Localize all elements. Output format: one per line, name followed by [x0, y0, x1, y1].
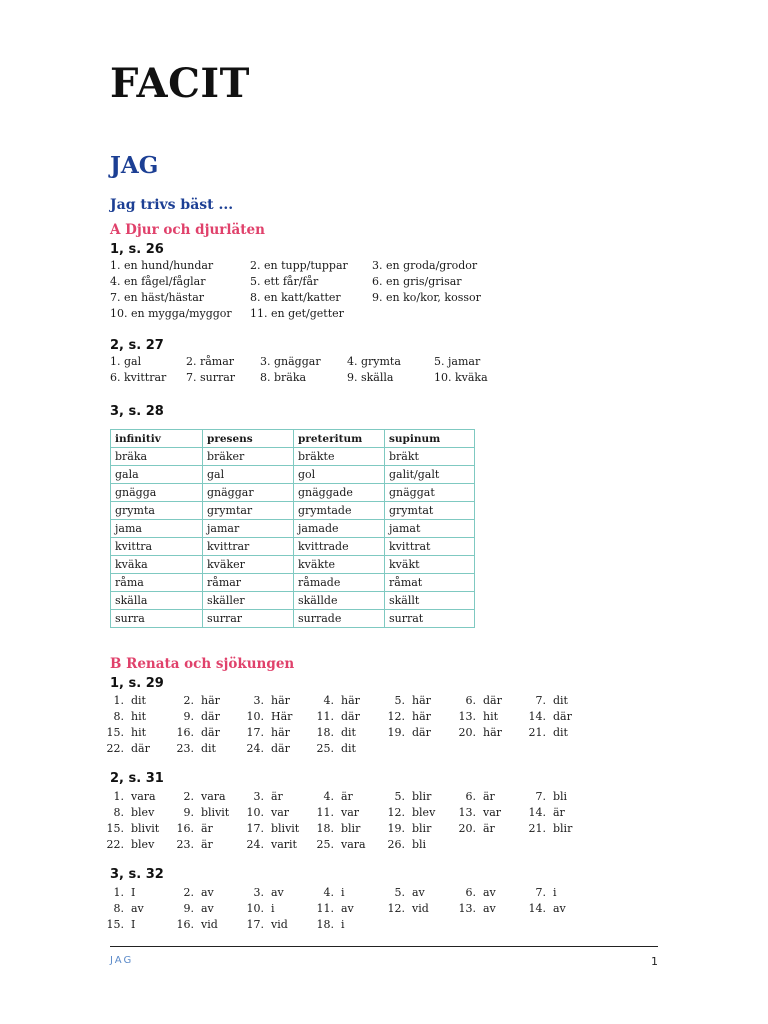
answer-item: 1. en hund/hundar [110, 259, 214, 272]
answer-word: i [341, 886, 345, 899]
table-cell: jama [111, 520, 203, 538]
answer-word: där [553, 710, 572, 723]
answer-number: 19. [387, 726, 405, 739]
table-cell: surrar [203, 610, 294, 628]
answer-number: 9. [183, 806, 194, 819]
answer-word: här [412, 694, 431, 707]
table-cell: galit/galt [385, 466, 475, 484]
answer-word: av [553, 902, 566, 915]
answer-word: är [201, 822, 213, 835]
answer-item: 2. en tupp/tuppar [250, 259, 348, 272]
table-cell: kväka [111, 556, 203, 574]
answer-number: 22. [106, 742, 124, 755]
answer-word: där [412, 726, 431, 739]
table-cell: grymtat [385, 502, 475, 520]
answer-number: 1. [113, 694, 124, 707]
table-row [111, 484, 475, 502]
answer-number: 9. [183, 710, 194, 723]
footer-chapter-label: JAG [110, 955, 134, 966]
answer-number: 5. [394, 886, 405, 899]
answer-number: 24. [246, 838, 264, 851]
answer-word: vid [201, 918, 218, 931]
table-row [111, 610, 475, 628]
answer-word: dit [553, 726, 568, 739]
answer-word: där [271, 742, 290, 755]
answer-number: 12. [387, 710, 405, 723]
answer-item: 10. kväka [434, 371, 488, 384]
answer-word: av [341, 902, 354, 915]
answer-number: 12. [387, 806, 405, 819]
answer-word: i [341, 918, 345, 931]
answer-number: 4. [323, 886, 334, 899]
page-title: FACIT [110, 60, 250, 107]
table-cell: bräkte [294, 448, 385, 466]
answer-number: 25. [316, 838, 334, 851]
answer-word: vid [412, 902, 429, 915]
table-cell: gnäggar [203, 484, 294, 502]
answer-word: dit [341, 726, 356, 739]
answer-number: 19. [387, 822, 405, 835]
answer-word: är [483, 790, 495, 803]
table-cell: kvittrar [203, 538, 294, 556]
answer-word: blivit [131, 822, 160, 835]
table-cell: jamade [294, 520, 385, 538]
answer-word: är [483, 822, 495, 835]
answer-word: I [131, 886, 136, 899]
answer-word: blir [341, 822, 361, 835]
chapter-title: JAG [110, 152, 159, 179]
answer-number: 12. [387, 902, 405, 915]
table-cell: jamat [385, 520, 475, 538]
table-cell: surrade [294, 610, 385, 628]
answer-number: 23. [176, 742, 194, 755]
table-cell: skällt [385, 592, 475, 610]
table-cell: surra [111, 610, 203, 628]
answer-number: 20. [458, 726, 476, 739]
table-row [111, 556, 475, 574]
answer-word: blir [412, 790, 432, 803]
answer-number: 11. [316, 710, 334, 723]
answer-number: 3. [253, 790, 264, 803]
answer-word: varit [271, 838, 297, 851]
answer-word: av [483, 886, 496, 899]
answer-number: 3. [253, 886, 264, 899]
answer-item: 7. en häst/hästar [110, 291, 205, 304]
answer-number: 4. [323, 694, 334, 707]
answer-word: av [131, 902, 144, 915]
answer-word: vara [341, 838, 366, 851]
answer-word: är [271, 790, 283, 803]
table-cell: kväker [203, 556, 294, 574]
answer-item: 9. en ko/kor, kossor [372, 291, 481, 304]
answer-number: 17. [246, 918, 264, 931]
section-a-title: A Djur och djurläten [110, 222, 265, 238]
answer-word: där [131, 742, 150, 755]
table-cell: bräker [203, 448, 294, 466]
table-cell: bräkt [385, 448, 475, 466]
answer-word: hit [483, 710, 499, 723]
answer-number: 18. [316, 918, 334, 931]
answer-word: i [553, 886, 557, 899]
answer-word: av [483, 902, 496, 915]
answer-word: blir [412, 822, 432, 835]
answer-number: 6. [465, 886, 476, 899]
table-cell: skälla [111, 592, 203, 610]
answer-word: vid [271, 918, 288, 931]
answer-word: där [201, 726, 220, 739]
answer-word: är [201, 838, 213, 851]
answer-word: av [271, 886, 284, 899]
answer-item: 3. en groda/grodor [372, 259, 478, 272]
answer-word: blev [412, 806, 436, 819]
answer-number: 13. [458, 710, 476, 723]
table-cell: råma [111, 574, 203, 592]
answer-word: var [341, 806, 360, 819]
answer-number: 17. [246, 726, 264, 739]
table-row [111, 538, 475, 556]
answer-number: 15. [106, 918, 124, 931]
answer-item: 10. en mygga/myggor [110, 307, 232, 320]
answer-word: blivit [201, 806, 230, 819]
answer-number: 20. [458, 822, 476, 835]
answer-item: 1. gal [110, 355, 142, 368]
answer-word: bli [412, 838, 427, 851]
table-cell: kväkte [294, 556, 385, 574]
exercise-b3-title: 3, s. 32 [110, 867, 164, 882]
answer-number: 21. [528, 726, 546, 739]
answer-number: 17. [246, 822, 264, 835]
answer-number: 9. [183, 902, 194, 915]
footer-rule [110, 946, 658, 947]
answer-number: 15. [106, 726, 124, 739]
answer-word: är [553, 806, 565, 819]
answer-number: 2. [183, 790, 194, 803]
answer-number: 6. [465, 790, 476, 803]
answer-word: blir [553, 822, 573, 835]
answer-word: där [201, 710, 220, 723]
table-cell: skällde [294, 592, 385, 610]
answer-word: blev [131, 806, 155, 819]
answer-number: 24. [246, 742, 264, 755]
answer-item: 6. kvittrar [110, 371, 167, 384]
answer-word: vara [131, 790, 156, 803]
table-row [111, 466, 475, 484]
answer-word: här [271, 726, 290, 739]
table-cell: kvittra [111, 538, 203, 556]
answer-word: av [201, 902, 214, 915]
table-header-cell: presens [203, 430, 294, 448]
exercise-a1-title: 1, s. 26 [110, 242, 164, 257]
answer-number: 18. [316, 822, 334, 835]
answer-word: blivit [271, 822, 300, 835]
table-row [111, 574, 475, 592]
answer-number: 6. [465, 694, 476, 707]
table-cell: grymta [111, 502, 203, 520]
table-cell: kvittrade [294, 538, 385, 556]
table-cell: råmar [203, 574, 294, 592]
table-cell: gal [203, 466, 294, 484]
exercise-a2-title: 2, s. 27 [110, 338, 164, 353]
table-row [111, 502, 475, 520]
answer-number: 13. [458, 806, 476, 819]
exercise-b2-title: 2, s. 31 [110, 771, 164, 786]
answer-word: Här [271, 710, 293, 723]
table-header-cell: infinitiv [111, 430, 203, 448]
answer-number: 8. [113, 806, 124, 819]
answer-number: 15. [106, 822, 124, 835]
answer-number: 13. [458, 902, 476, 915]
answer-item: 4. grymta [347, 355, 401, 368]
answer-number: 16. [176, 726, 194, 739]
answer-item: 2. råmar [186, 355, 235, 368]
answer-number: 18. [316, 726, 334, 739]
table-header-cell: preteritum [294, 430, 385, 448]
table-cell: råmat [385, 574, 475, 592]
answer-number: 7. [535, 886, 546, 899]
answer-number: 10. [246, 902, 264, 915]
answer-word: av [201, 886, 214, 899]
table-cell: gol [294, 466, 385, 484]
answer-word: här [483, 726, 502, 739]
table-cell: gnägga [111, 484, 203, 502]
answer-item: 5. jamar [434, 355, 481, 368]
answer-word: hit [131, 726, 147, 739]
answer-number: 14. [528, 710, 546, 723]
answer-word: här [271, 694, 290, 707]
answer-number: 3. [253, 694, 264, 707]
answer-word: i [271, 902, 275, 915]
table-cell: gnäggat [385, 484, 475, 502]
page-number: 1 [651, 955, 658, 968]
answer-word: blev [131, 838, 155, 851]
section-b-title: B Renata och sjökungen [110, 656, 295, 672]
table-row [111, 448, 475, 466]
exercise-a3-title: 3, s. 28 [110, 404, 164, 419]
answer-number: 7. [535, 694, 546, 707]
table-cell: grymtade [294, 502, 385, 520]
answer-item: 11. en get/getter [250, 307, 344, 320]
table-cell: surrat [385, 610, 475, 628]
answer-item: 9. skälla [347, 371, 394, 384]
answer-word: dit [341, 742, 356, 755]
answer-word: där [341, 710, 360, 723]
answer-number: 10. [246, 710, 264, 723]
answer-word: var [271, 806, 290, 819]
table-cell: grymtar [203, 502, 294, 520]
answer-word: är [341, 790, 353, 803]
answer-word: här [201, 694, 220, 707]
table-cell: kväkt [385, 556, 475, 574]
table-cell: jamar [203, 520, 294, 538]
table-row [111, 592, 475, 610]
answer-item: 8. bräka [260, 371, 307, 384]
answer-number: 25. [316, 742, 334, 755]
answer-number: 11. [316, 806, 334, 819]
answer-number: 23. [176, 838, 194, 851]
answer-number: 21. [528, 822, 546, 835]
answer-item: 3. gnäggar [260, 355, 321, 368]
answer-word: där [483, 694, 502, 707]
answer-item: 5. ett får/får [250, 275, 319, 288]
answer-number: 14. [528, 806, 546, 819]
answer-number: 14. [528, 902, 546, 915]
answer-number: 16. [176, 918, 194, 931]
answer-word: var [483, 806, 502, 819]
table-cell: kvittrat [385, 538, 475, 556]
answer-word: bli [553, 790, 568, 803]
answer-number: 26. [387, 838, 405, 851]
answer-word: dit [201, 742, 216, 755]
answer-word: här [412, 710, 431, 723]
table-header-cell: supinum [385, 430, 475, 448]
answer-number: 10. [246, 806, 264, 819]
answer-word: dit [553, 694, 568, 707]
answer-number: 16. [176, 822, 194, 835]
table-row [111, 520, 475, 538]
answer-word: dit [131, 694, 146, 707]
chapter-subtitle: Jag trivs bäst ... [110, 197, 234, 213]
answer-item: 4. en fågel/fåglar [110, 275, 206, 288]
answer-number: 1. [113, 790, 124, 803]
table-cell: gnäggade [294, 484, 385, 502]
answer-number: 4. [323, 790, 334, 803]
verb-conjugation-table [110, 429, 475, 628]
answer-word: hit [131, 710, 147, 723]
answer-word: här [341, 694, 360, 707]
answer-number: 7. [535, 790, 546, 803]
table-cell: gala [111, 466, 203, 484]
answer-word: av [412, 886, 425, 899]
answer-word: I [131, 918, 136, 931]
answer-number: 11. [316, 902, 334, 915]
answer-item: 6. en gris/grisar [372, 275, 462, 288]
answer-word: vara [201, 790, 226, 803]
answer-number: 8. [113, 902, 124, 915]
exercise-b1-title: 1, s. 29 [110, 676, 164, 691]
answer-number: 5. [394, 694, 405, 707]
table-cell: råmade [294, 574, 385, 592]
answer-number: 1. [113, 886, 124, 899]
answer-number: 5. [394, 790, 405, 803]
answer-number: 22. [106, 838, 124, 851]
answer-item: 7. surrar [186, 371, 236, 384]
answer-number: 8. [113, 710, 124, 723]
table-cell: bräka [111, 448, 203, 466]
answer-item: 8. en katt/katter [250, 291, 341, 304]
answer-number: 2. [183, 886, 194, 899]
table-cell: skäller [203, 592, 294, 610]
answer-number: 2. [183, 694, 194, 707]
